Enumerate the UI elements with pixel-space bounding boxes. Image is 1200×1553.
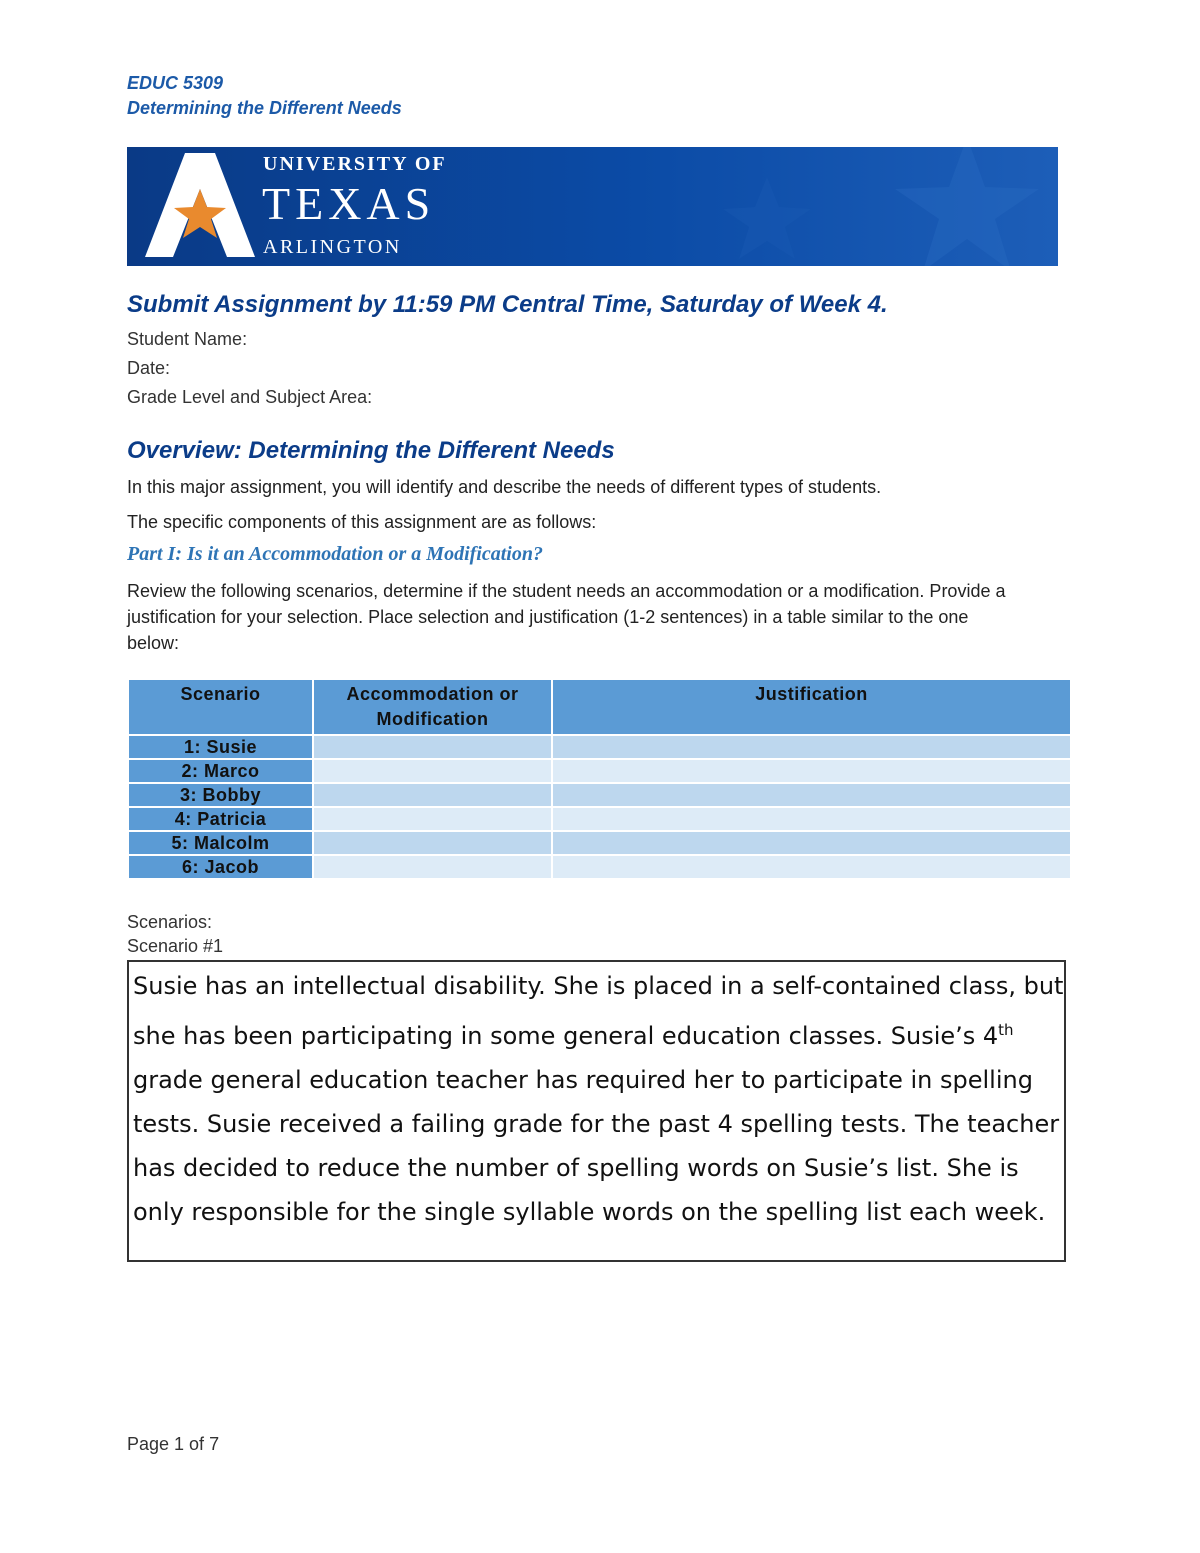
justification-cell[interactable] [553,832,1070,854]
scenario1-superscript: th [998,1021,1014,1039]
overview-heading: Overview: Determining the Different Needs [127,437,615,464]
table-row [129,808,1070,830]
row-scenario-name: 4: Patricia [129,808,312,830]
accommodation-cell[interactable] [314,832,551,854]
table-row [129,760,1070,782]
accommodation-cell[interactable] [314,736,551,758]
accommodation-cell[interactable] [314,784,551,806]
row-scenario-name: 3: Bobby [129,784,312,806]
header-justification: Justification [553,680,1070,734]
overview-intro: In this major assignment, you will identify and describe the needs of different types of students. [127,477,882,497]
scenarios-label: Scenarios: [127,912,213,932]
part1-heading: Part I: Is it an Accommodation or a Modification? [127,543,543,565]
page-number: Page 1 of 7 [127,1434,220,1454]
accommodation-cell[interactable] [314,856,551,878]
scenario1-text-a: Susie has an intellectual disability. She is placed in a self-contained class, but she has been participating in some general education classes. Susie’s 4 [133,972,1064,1050]
selection-table [127,678,1072,880]
row-scenario-name: 1: Susie [129,736,312,758]
row-scenario-name: 2: Marco [129,760,312,782]
justification-cell[interactable] [553,736,1070,758]
row-scenario-name: 6: Jacob [129,856,312,878]
banner-university-of: UNIVERSITY OF [263,153,447,175]
row-scenario-name: 5: Malcolm [129,832,312,854]
table-row [129,736,1070,758]
table-header-row [129,680,1070,734]
background-star-icon-2 [723,177,811,259]
banner-arlington: ARLINGTON [263,236,402,258]
date-field: Date: [127,358,171,378]
scenario1-text-b: grade general education teacher has required her to participate in spelling tests. Susie received a failing grade for the past 4 spelling tests. The teacher has decided to reduce the number of spelling words on Susie’s list. She is only responsible for the single syllable words on the spelling list each week. [133,1066,1060,1226]
justification-cell[interactable] [553,784,1070,806]
accommodation-cell[interactable] [314,808,551,830]
table-row [129,832,1070,854]
accommodation-cell[interactable] [314,760,551,782]
course-code: EDUC 5309 [127,73,224,93]
course-title: Determining the Different Needs [127,98,402,118]
table-row [129,784,1070,806]
table-row [129,856,1070,878]
banner-texas: TEXAS [262,178,436,229]
justification-cell[interactable] [553,760,1070,782]
overview-components: The specific components of this assignment are as follows: [127,512,597,532]
background-star-icon [895,147,1039,266]
student-name-field: Student Name: [127,329,248,349]
part1-instructions: Review the following scenarios, determine if the student needs an accommodation or a modification. Provide a justification for your selection. Place selection and justification (1-2 sentences) in a table similar to the one below: [127,581,1006,653]
justification-cell[interactable] [553,856,1070,878]
deadline-heading: Submit Assignment by 11:59 PM Central Time, Saturday of Week 4. [127,291,888,318]
header-accommodation: Accommodation or Modification [314,680,551,734]
grade-level-field: Grade Level and Subject Area: [127,387,373,407]
course-header [127,71,402,121]
justification-cell[interactable] [553,808,1070,830]
header-scenario: Scenario [129,680,312,734]
scenario1-box [127,960,1066,1262]
scenario1-label: Scenario #1 [127,936,224,956]
